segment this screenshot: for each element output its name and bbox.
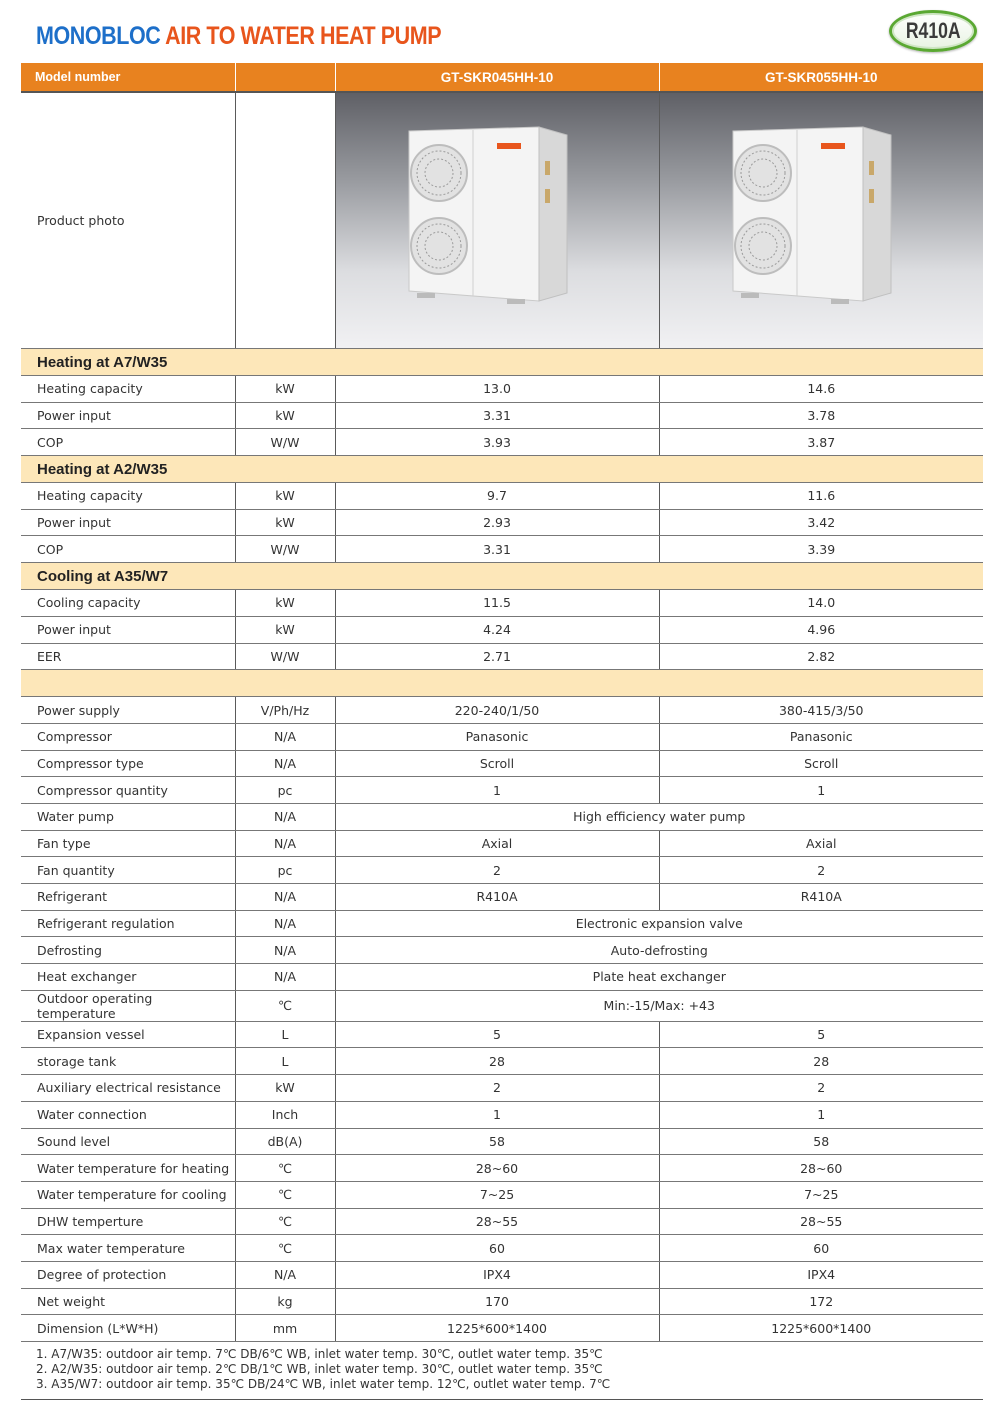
row-value-model-2: Scroll	[659, 750, 983, 777]
row-label: COP	[21, 536, 235, 563]
row-label: Degree of protection	[21, 1261, 235, 1288]
row-label: Dimension (L*W*H)	[21, 1315, 235, 1342]
row-value-merged: Electronic expansion valve	[335, 910, 983, 937]
row-value-model-1: Panasonic	[335, 723, 659, 750]
section-title: Cooling at A35/W7	[21, 563, 983, 590]
row-value-model-1: 2	[335, 1075, 659, 1102]
row-value-model-1: 9.7	[335, 483, 659, 510]
row-label: EER	[21, 643, 235, 670]
section-header-row	[21, 563, 983, 590]
row-value-model-1: 1225*600*1400	[335, 1315, 659, 1342]
table-header-row	[21, 63, 983, 92]
row-unit: pc	[235, 777, 335, 804]
footnote-3: 3. A35/W7: outdoor air temp. 35℃ DB/24℃ WB, inlet water temp. 12℃, outlet water temp. 7℃	[36, 1377, 611, 1391]
row-unit: W/W	[235, 643, 335, 670]
footnote-2: 2. A2/W35: outdoor air temp. 2℃ DB/1℃ WB, inlet water temp. 30℃, outlet water temp. 35℃	[36, 1362, 603, 1376]
table-row	[21, 1101, 983, 1128]
header-unit-cell	[235, 63, 335, 92]
row-label: Water connection	[21, 1101, 235, 1128]
table-row	[21, 803, 983, 830]
table-row	[21, 777, 983, 804]
row-value-model-1: IPX4	[335, 1261, 659, 1288]
row-unit: ℃	[235, 990, 335, 1021]
refrigerant-badge-label: R410A	[905, 18, 961, 43]
table-row	[21, 376, 983, 403]
row-unit: L	[235, 1021, 335, 1048]
row-value-model-2: 60	[659, 1235, 983, 1262]
row-label: Auxiliary electrical resistance	[21, 1075, 235, 1102]
row-value-model-2: 28	[659, 1048, 983, 1075]
row-value-model-1: Scroll	[335, 750, 659, 777]
table-row	[21, 884, 983, 911]
row-value-model-1: 3.93	[335, 429, 659, 456]
table-row	[21, 723, 983, 750]
product-photo-row	[21, 92, 983, 349]
row-value-model-1: 5	[335, 1021, 659, 1048]
row-value-model-1: 13.0	[335, 376, 659, 403]
section-spacer	[21, 670, 983, 697]
row-unit: mm	[235, 1315, 335, 1342]
table-row	[21, 429, 983, 456]
row-label: DHW temperture	[21, 1208, 235, 1235]
row-value-model-2: 2	[659, 1075, 983, 1102]
row-value-model-1: 3.31	[335, 536, 659, 563]
row-unit: N/A	[235, 723, 335, 750]
row-label: Net weight	[21, 1288, 235, 1315]
row-value-model-2: 3.39	[659, 536, 983, 563]
row-value-model-1: 11.5	[335, 590, 659, 617]
row-value-model-2: 2	[659, 857, 983, 884]
product-photo-2	[659, 92, 983, 349]
row-label: Compressor type	[21, 750, 235, 777]
footnote-1: 1. A7/W35: outdoor air temp. 7℃ DB/6℃ WB, inlet water temp. 30℃, outlet water temp. 35℃	[36, 1347, 603, 1361]
footer-divider	[21, 1399, 983, 1400]
row-unit: W/W	[235, 536, 335, 563]
page-title	[36, 22, 441, 51]
row-unit: N/A	[235, 937, 335, 964]
row-value-model-1: 2.71	[335, 643, 659, 670]
row-label: Fan type	[21, 830, 235, 857]
row-value-model-2: 3.42	[659, 509, 983, 536]
row-value-merged: High efficiency water pump	[335, 803, 983, 830]
row-label: Refrigerant	[21, 884, 235, 911]
table-row	[21, 1128, 983, 1155]
row-value-model-2: 14.6	[659, 376, 983, 403]
row-value-model-1: 60	[335, 1235, 659, 1262]
table-row	[21, 1181, 983, 1208]
row-value-model-2: 5	[659, 1021, 983, 1048]
table-row	[21, 643, 983, 670]
row-value-model-2: 28~60	[659, 1155, 983, 1182]
row-value-model-2: 3.78	[659, 402, 983, 429]
section-header-row	[21, 349, 983, 376]
row-unit: kW	[235, 1075, 335, 1102]
row-unit: ℃	[235, 1181, 335, 1208]
row-unit: kW	[235, 590, 335, 617]
row-label: Heating capacity	[21, 483, 235, 510]
row-value-model-2: 3.87	[659, 429, 983, 456]
row-unit: ℃	[235, 1208, 335, 1235]
model-2-name: GT-SKR055HH-10	[659, 63, 983, 92]
row-label: Power supply	[21, 697, 235, 724]
row-value-model-1: 28	[335, 1048, 659, 1075]
row-value-model-1: 4.24	[335, 616, 659, 643]
row-unit: L	[235, 1048, 335, 1075]
row-unit: kW	[235, 376, 335, 403]
table-row	[21, 697, 983, 724]
row-label: Power input	[21, 616, 235, 643]
row-label: Sound level	[21, 1128, 235, 1155]
row-unit: N/A	[235, 964, 335, 991]
table-row	[21, 483, 983, 510]
row-value-merged: Plate heat exchanger	[335, 964, 983, 991]
row-unit: N/A	[235, 750, 335, 777]
row-value-model-2: 2.82	[659, 643, 983, 670]
table-row	[21, 1288, 983, 1315]
row-value-model-2: 7~25	[659, 1181, 983, 1208]
row-value-model-2: 14.0	[659, 590, 983, 617]
section-header-row	[21, 456, 983, 483]
row-label: COP	[21, 429, 235, 456]
refrigerant-badge	[889, 10, 977, 52]
row-value-model-1: 170	[335, 1288, 659, 1315]
row-label: Refrigerant regulation	[21, 910, 235, 937]
table-row	[21, 1048, 983, 1075]
table-row	[21, 616, 983, 643]
title-part-monobloc: MONOBLOC	[36, 22, 161, 50]
row-unit: V/Ph/Hz	[235, 697, 335, 724]
row-value-model-2: R410A	[659, 884, 983, 911]
row-label: Heating capacity	[21, 376, 235, 403]
heat-pump-unit-image-2	[721, 121, 921, 321]
row-value-model-2: Axial	[659, 830, 983, 857]
row-label: Power input	[21, 509, 235, 536]
row-value-model-2: IPX4	[659, 1261, 983, 1288]
footnotes	[36, 1347, 610, 1392]
model-number-label: Model number	[21, 63, 235, 92]
table-row	[21, 1075, 983, 1102]
table-row	[21, 536, 983, 563]
row-value-model-2: 58	[659, 1128, 983, 1155]
row-label: storage tank	[21, 1048, 235, 1075]
row-unit: N/A	[235, 1261, 335, 1288]
product-photo-label: Product photo	[21, 92, 235, 349]
row-value-model-1: 2.93	[335, 509, 659, 536]
row-unit: kW	[235, 483, 335, 510]
row-value-model-1: R410A	[335, 884, 659, 911]
row-label: Water temperature for heating	[21, 1155, 235, 1182]
table-row	[21, 857, 983, 884]
row-label: Power input	[21, 402, 235, 429]
row-value-model-2: 11.6	[659, 483, 983, 510]
row-value-model-1: 1	[335, 777, 659, 804]
row-value-model-2: 28~55	[659, 1208, 983, 1235]
table-row	[21, 990, 983, 1021]
row-unit: pc	[235, 857, 335, 884]
row-value-model-2: 1225*600*1400	[659, 1315, 983, 1342]
row-label: Fan quantity	[21, 857, 235, 884]
row-value-model-1: 1	[335, 1101, 659, 1128]
row-value-model-1: 7~25	[335, 1181, 659, 1208]
title-part-heat-pump: AIR TO WATER HEAT PUMP	[165, 22, 442, 50]
table-row	[21, 402, 983, 429]
row-unit: ℃	[235, 1235, 335, 1262]
row-label: Outdoor operating temperature	[21, 990, 235, 1021]
row-unit: N/A	[235, 910, 335, 937]
row-value-merged: Auto-defrosting	[335, 937, 983, 964]
section-title: Heating at A2/W35	[21, 456, 983, 483]
row-value-model-1: 220-240/1/50	[335, 697, 659, 724]
row-unit: dB(A)	[235, 1128, 335, 1155]
row-value-model-2: 1	[659, 1101, 983, 1128]
row-label: Expansion vessel	[21, 1021, 235, 1048]
table-row	[21, 937, 983, 964]
table-row	[21, 750, 983, 777]
photo-unit-cell	[235, 92, 335, 349]
table-row	[21, 1155, 983, 1182]
table-row	[21, 1315, 983, 1342]
table-row	[21, 1021, 983, 1048]
table-row	[21, 830, 983, 857]
row-unit: kW	[235, 509, 335, 536]
row-value-model-1: 2	[335, 857, 659, 884]
row-value-model-2: 1	[659, 777, 983, 804]
row-value-model-2: 172	[659, 1288, 983, 1315]
row-value-model-1: 28~60	[335, 1155, 659, 1182]
row-unit: kW	[235, 402, 335, 429]
row-unit: kg	[235, 1288, 335, 1315]
row-label: Water pump	[21, 803, 235, 830]
row-label: Water temperature for cooling	[21, 1181, 235, 1208]
row-value-model-1: 3.31	[335, 402, 659, 429]
row-value-model-2: 380-415/3/50	[659, 697, 983, 724]
heat-pump-unit-image-1	[397, 121, 597, 321]
row-label: Max water temperature	[21, 1235, 235, 1262]
model-1-name: GT-SKR045HH-10	[335, 63, 659, 92]
table-row	[21, 1208, 983, 1235]
row-label: Compressor	[21, 723, 235, 750]
row-label: Defrosting	[21, 937, 235, 964]
row-unit: N/A	[235, 830, 335, 857]
row-unit: N/A	[235, 884, 335, 911]
table-row	[21, 1261, 983, 1288]
table-row	[21, 964, 983, 991]
row-value-model-1: Axial	[335, 830, 659, 857]
table-row	[21, 590, 983, 617]
section-title: Heating at A7/W35	[21, 349, 983, 376]
product-photo-1	[335, 92, 659, 349]
row-unit: W/W	[235, 429, 335, 456]
table-row	[21, 509, 983, 536]
row-value-merged: Min:-15/Max: +43	[335, 990, 983, 1021]
row-value-model-2: 4.96	[659, 616, 983, 643]
row-label: Compressor quantity	[21, 777, 235, 804]
row-unit: kW	[235, 616, 335, 643]
table-row	[21, 1235, 983, 1262]
table-row	[21, 910, 983, 937]
row-value-model-1: 58	[335, 1128, 659, 1155]
row-value-model-1: 28~55	[335, 1208, 659, 1235]
row-unit: Inch	[235, 1101, 335, 1128]
spec-table	[21, 63, 983, 1342]
row-label: Cooling capacity	[21, 590, 235, 617]
row-value-model-2: Panasonic	[659, 723, 983, 750]
row-unit: N/A	[235, 803, 335, 830]
row-unit: ℃	[235, 1155, 335, 1182]
section-spacer-row	[21, 670, 983, 697]
row-label: Heat exchanger	[21, 964, 235, 991]
